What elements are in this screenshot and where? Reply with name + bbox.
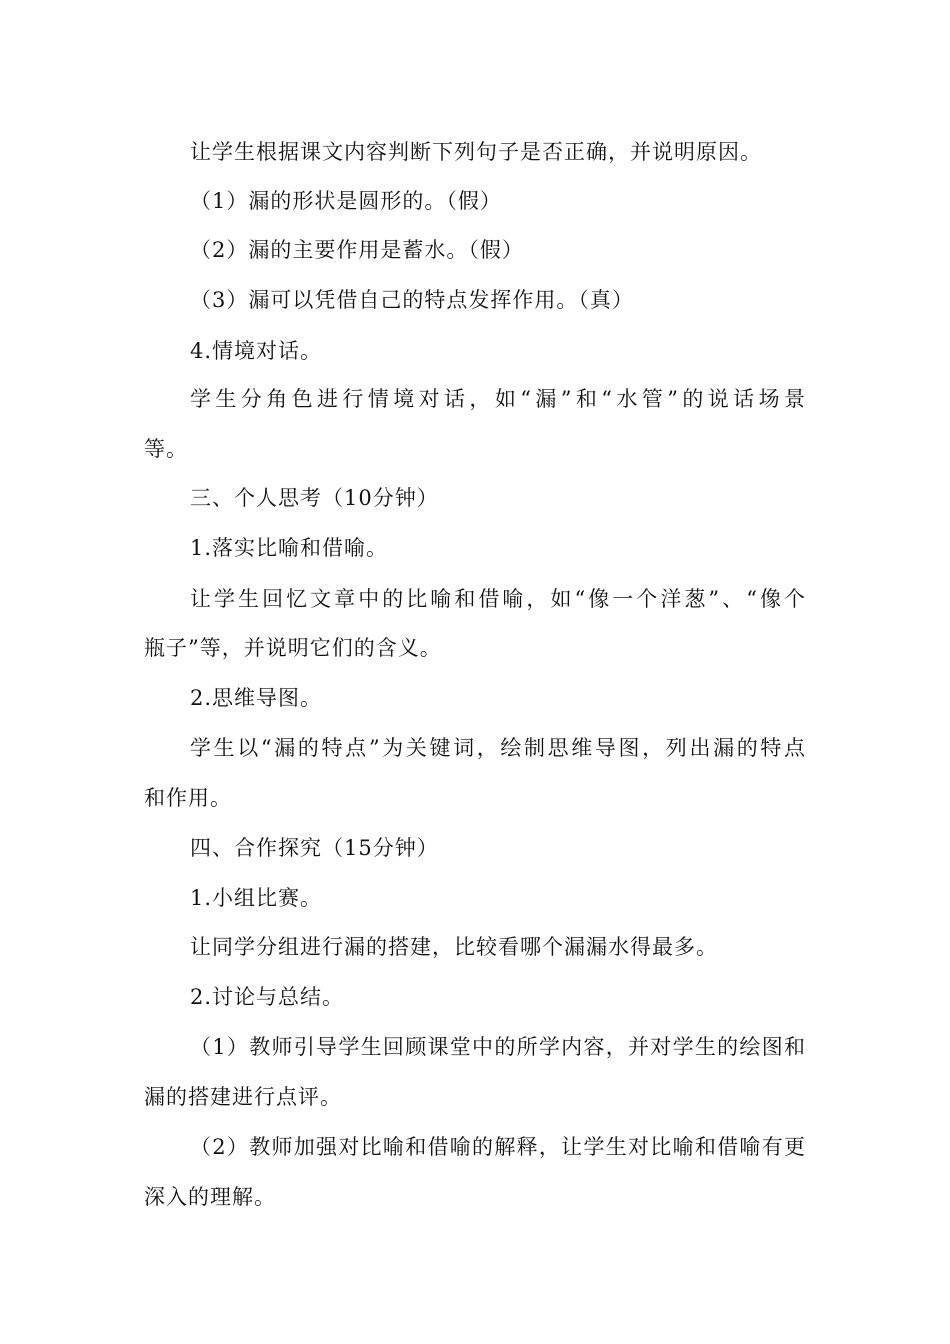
paragraph-metaphor-line1: 让学生回忆文章中的比喻和借喻，如“像一个洋葱”、“像个 (190, 587, 806, 611)
heading-metaphor: 1.落实比喻和借喻。 (190, 536, 389, 560)
instruction-judge-sentences: 让学生根据课文内容判断下列句子是否正确，并说明原因。 (190, 140, 762, 164)
paragraph-dialogue-line1: 学生分角色进行情境对话，如“漏”和“水管”的说话场景 (190, 387, 806, 411)
heading-discussion-summary: 2.讨论与总结。 (190, 985, 345, 1009)
paragraph-mind-map-line1: 学生以“漏的特点”为关键词，绘制思维导图，列出漏的特点 (190, 736, 806, 760)
heading-mind-map: 2.思维导图。 (190, 686, 323, 710)
paragraph-review-line1: （1）教师引导学生回顾课堂中的所学内容，并对学生的绘图和 (190, 1035, 806, 1059)
section-heading-personal-thinking: 三、个人思考（10分钟） (190, 486, 439, 510)
paragraph-mind-map-line2: 和作用。 (144, 786, 232, 810)
statement-1: （1）漏的形状是圆形的。（假） (190, 189, 502, 213)
paragraph-review-line2: 漏的搭建进行点评。 (144, 1085, 342, 1109)
paragraph-group-contest: 让同学分组进行漏的搭建，比较看哪个漏漏水得最多。 (190, 935, 718, 959)
statement-3: （3）漏可以凭借自己的特点发挥作用。（真） (190, 288, 634, 312)
paragraph-metaphor-line2: 瓶子”等，并说明它们的含义。 (144, 636, 442, 660)
paragraph-dialogue-line2: 等。 (144, 437, 188, 461)
paragraph-explanation-line1: （2）教师加强对比喻和借喻的解释，让学生对比喻和借喻有更 (190, 1135, 806, 1159)
paragraph-explanation-line2: 深入的理解。 (144, 1185, 276, 1209)
section-heading-cooperative-inquiry: 四、合作探究（15分钟） (190, 836, 439, 860)
statement-2: （2）漏的主要作用是蓄水。（假） (190, 238, 524, 262)
heading-group-contest: 1.小组比赛。 (190, 886, 323, 910)
heading-situational-dialogue: 4.情境对话。 (190, 339, 323, 363)
